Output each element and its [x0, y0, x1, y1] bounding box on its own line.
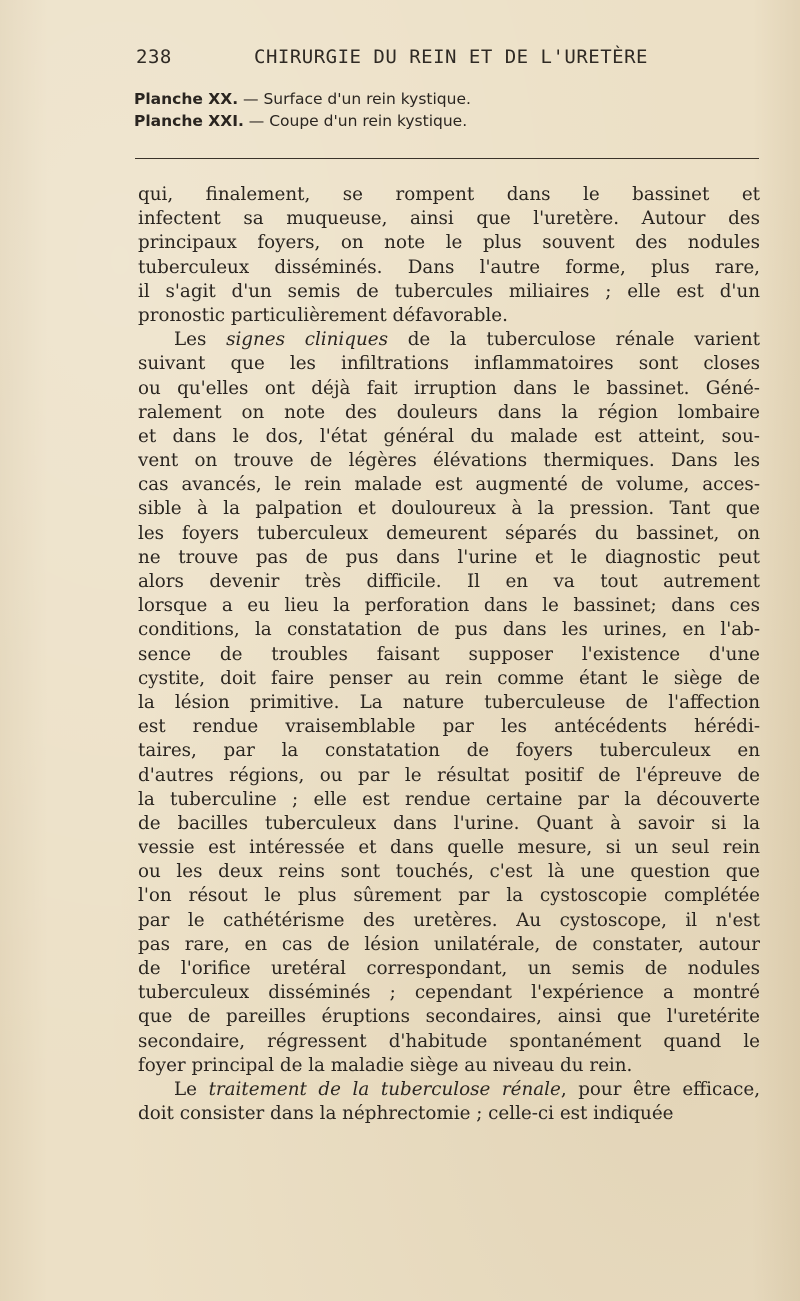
text-segment: par le cathétérisme des uretères. Au cystoscope, il n'est [138, 909, 760, 931]
text-line [138, 788, 760, 812]
text-segment: que de pareilles éruptions secondaires, ainsi que l'uretérite [138, 1006, 760, 1028]
text-line [138, 909, 760, 933]
text-segment: ne trouve pas de pus dans l'urine et le diagnostic peut [138, 546, 760, 568]
text-line [138, 1030, 760, 1054]
text-line [138, 570, 760, 594]
text-segment: la tuberculine ; elle est rendue certaine par la découverte [138, 788, 760, 810]
text-line [138, 207, 760, 231]
text-segment: de l'orifice uretéral correspondant, un semis de nodules [138, 958, 760, 979]
text-segment: cas avancés, le rein malade est augmenté de volume, acces- [138, 474, 760, 496]
plate-caption-label: Planche XXI. [134, 112, 244, 130]
text-line [138, 643, 760, 667]
text-segment: pronostic particulièrement défavorable. [138, 304, 508, 326]
plate-captions [134, 88, 754, 132]
text-segment: alors devenir très difficile. Il en va tout autrement [138, 571, 760, 592]
body-text [138, 183, 760, 1126]
text-segment: de la tuberculose rénale varient [387, 329, 760, 351]
text-line [138, 618, 760, 642]
text-segment: infectent sa muqueuse, ainsi que l'uretère. Autour des [138, 208, 760, 230]
text-line [138, 594, 760, 618]
text-line [138, 231, 760, 255]
text-segment: l'on résout le plus sûrement par la cystoscopie complétée [138, 885, 760, 907]
text-segment: ralement on note des douleurs dans la région lombaire [138, 401, 760, 423]
text-line [138, 836, 760, 860]
text-line [138, 377, 760, 401]
text-segment: pas rare, en cas de lésion unilatérale, de constater, autour [138, 933, 760, 955]
emphasis-text: signes cliniques [226, 329, 388, 351]
text-line [138, 739, 760, 763]
text-line [138, 860, 760, 884]
text-line [138, 957, 760, 981]
text-line [138, 667, 760, 691]
text-line [138, 981, 760, 1005]
text-segment: cystite, doit faire penser au rein comme étant le siège de [138, 667, 760, 689]
text-segment: et dans le dos, l'état général du malade est atteint, sou- [138, 425, 760, 447]
text-line [138, 884, 760, 908]
text-segment: doit consister dans la néphrectomie ; celle-ci est indiquée [138, 1103, 674, 1125]
text-segment: Les [174, 329, 227, 351]
running-title: CHIRURGIE DU REIN ET DE L'URETÈRE [254, 46, 648, 68]
text-line [138, 425, 760, 449]
text-line [138, 256, 760, 280]
text-segment: ou les deux reins sont touchés, c'est là une question que [138, 861, 760, 883]
text-segment: suivant que les infiltrations inflammatoires sont closes [138, 353, 760, 375]
text-line [138, 522, 760, 546]
text-segment: est rendue vraisemblable par les antécédents hérédi- [138, 716, 760, 738]
text-segment: vent on trouve de légères élévations thermiques. Dans les [138, 450, 760, 472]
text-line [138, 546, 760, 570]
text-segment: Le [174, 1078, 209, 1100]
text-segment: lorsque a eu lieu la perforation dans le bassinet; dans ces [138, 595, 760, 617]
text-line [138, 764, 760, 788]
text-segment: sible à la palpation et douloureux à la pression. Tant que [138, 498, 760, 520]
text-segment: la lésion primitive. La nature tuberculeuse de l'affection [138, 691, 760, 713]
text-line [138, 497, 760, 521]
text-line [138, 1005, 760, 1029]
plate-caption-text: — Surface d'un rein kystique. [238, 90, 471, 108]
text-segment: les foyers tuberculeux demeurent séparés du bassinet, on [138, 522, 760, 544]
text-line [138, 304, 760, 328]
plate-caption [134, 110, 754, 132]
text-line [138, 449, 760, 473]
separator-rule [135, 158, 759, 159]
plate-caption-label: Planche XX. [134, 90, 239, 108]
text-line [138, 1078, 760, 1102]
text-line [138, 328, 760, 352]
text-line [138, 1102, 760, 1126]
text-segment: ou qu'elles ont déjà fait irruption dans le bassinet. Géné- [138, 377, 760, 399]
text-line [138, 691, 760, 715]
plate-caption [134, 88, 754, 110]
text-segment: principaux foyers, on note le plus souvent des nodules [138, 232, 760, 254]
plate-caption-text: — Coupe d'un rein kystique. [243, 112, 468, 130]
text-line [138, 812, 760, 836]
text-segment: , pour être efficace, [560, 1078, 760, 1100]
text-line [138, 280, 760, 304]
text-line [138, 473, 760, 497]
text-segment: vessie est intéressée et dans quelle mesure, si un seul rein [138, 837, 760, 859]
text-line [138, 933, 760, 957]
text-segment: de bacilles tuberculeux dans l'urine. Quant à savoir si la [138, 812, 760, 834]
text-segment: il s'agit d'un semis de tubercules miliaires ; elle est d'un [138, 280, 760, 302]
text-segment: taires, par la constatation de foyers tuberculeux en [138, 740, 760, 762]
text-line [138, 715, 760, 739]
text-segment: d'autres régions, ou par le résultat positif de l'épreuve de [138, 764, 760, 786]
text-line [138, 401, 760, 425]
emphasis-text: traitement de la tuberculose rénale [208, 1078, 561, 1100]
running-head [136, 46, 768, 74]
text-segment: foyer principal de la maladie siège au niveau du rein. [138, 1054, 633, 1076]
text-segment: tuberculeux disséminés. Dans l'autre forme, plus rare, [138, 256, 760, 278]
text-segment: conditions, la constatation de pus dans les urines, en l'ab- [138, 619, 760, 641]
page-number: 238 [136, 46, 172, 68]
text-line [138, 352, 760, 376]
text-segment: qui, finalement, se rompent dans le bassinet et [138, 184, 760, 205]
text-segment: sence de troubles faisant supposer l'existence d'une [138, 643, 760, 665]
text-line [138, 183, 760, 207]
text-segment: tuberculeux disséminés ; cependant l'expérience a montré [138, 982, 760, 1004]
text-segment: secondaire, régressent d'habitude spontanément quand le [138, 1030, 760, 1052]
text-line [138, 1054, 760, 1078]
